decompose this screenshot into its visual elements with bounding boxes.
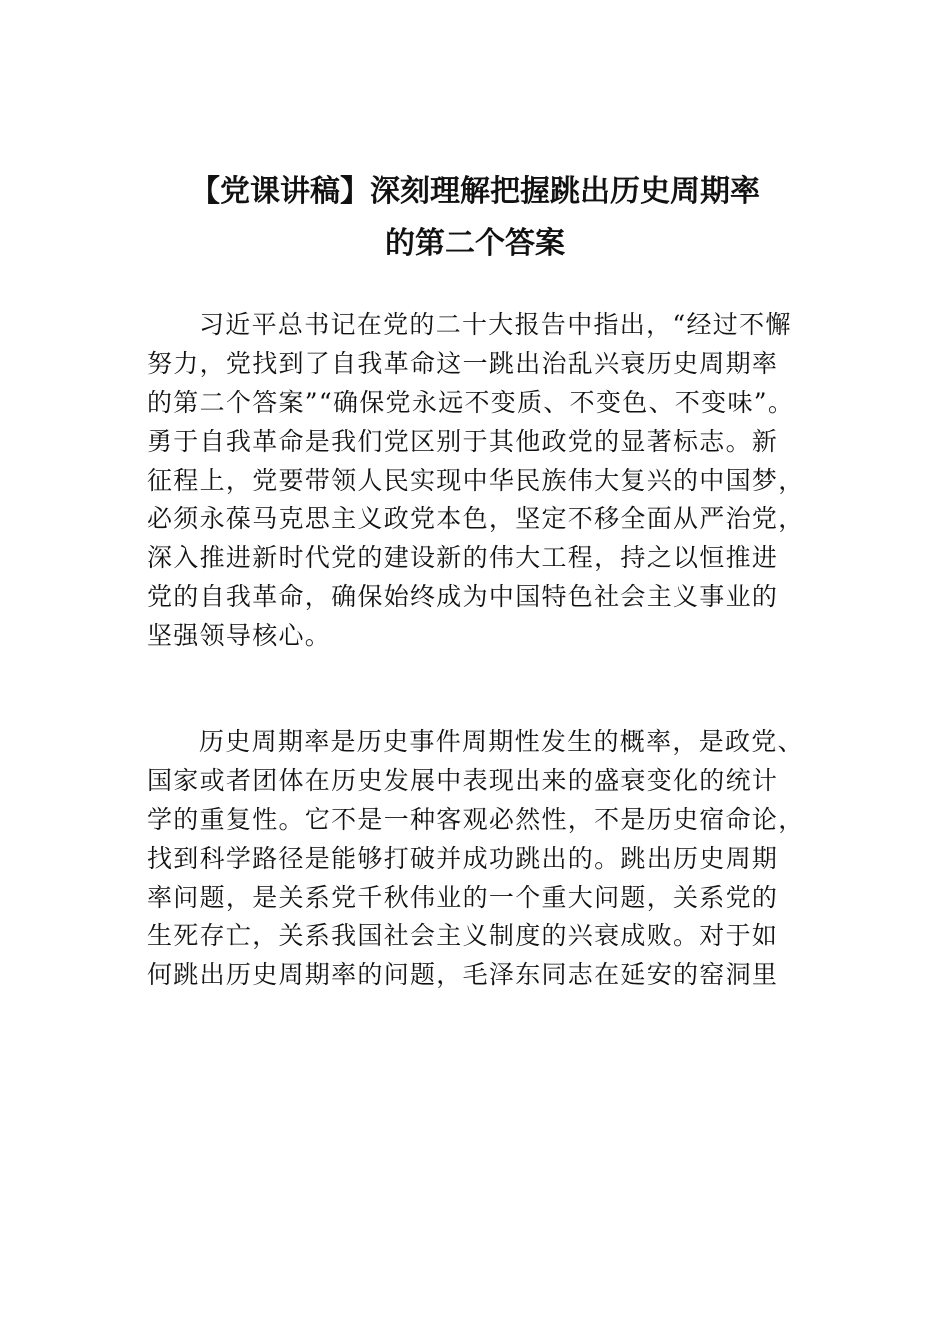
paragraph-line: 找到科学路径是能够打破并成功跳出的。跳出历史周期	[147, 843, 779, 873]
document-title	[130, 166, 820, 270]
paragraph-line: 何跳出历史周期率的问题，毛泽东同志在延安的窑洞里	[147, 960, 779, 990]
paragraph-line: 的第二个答案”“确保党永远不变质、不变色、不变味”。	[147, 387, 795, 417]
paragraph-2	[147, 723, 807, 995]
paragraph-line: 党的自我革命，确保始终成为中国特色社会主义事业的	[147, 582, 779, 612]
paragraph-line: 生死存亡，关系我国社会主义制度的兴衰成败。对于如	[147, 921, 779, 951]
paragraph-line: 勇于自我革命是我们党区别于其他政党的显著标志。新	[147, 426, 779, 456]
paragraph-line: 努力，党找到了自我革命这一跳出治乱兴衰历史周期率	[147, 348, 779, 378]
paragraph-line: 习近平总书记在党的二十大报告中指出，“经过不懈	[199, 310, 792, 339]
paragraph-line: 征程上，党要带领人民实现中华民族伟大复兴的中国梦，	[147, 465, 805, 495]
paragraph-line: 深入推进新时代党的建设新的伟大工程，持之以恒推进	[147, 543, 779, 573]
title-line-2: 的第二个答案	[385, 226, 565, 261]
paragraph-line: 率问题，是关系党千秋伟业的一个重大问题，关系党的	[147, 882, 779, 912]
paragraph-line: 学的重复性。它不是一种客观必然性，不是历史宿命论，	[147, 804, 805, 834]
paragraph-line: 坚强领导核心。	[147, 621, 332, 651]
paragraph-1	[147, 306, 807, 656]
title-line-1: 【党课讲稿】深刻理解把握跳出历史周期率	[190, 174, 760, 209]
paragraph-line: 必须永葆马克思主义政党本色，坚定不移全面从严治党，	[147, 504, 805, 534]
paragraph-line: 历史周期率是历史事件周期性发生的概率，是政党、	[199, 727, 804, 756]
paragraph-line: 国家或者团体在历史发展中表现出来的盛衰变化的统计	[147, 765, 779, 795]
